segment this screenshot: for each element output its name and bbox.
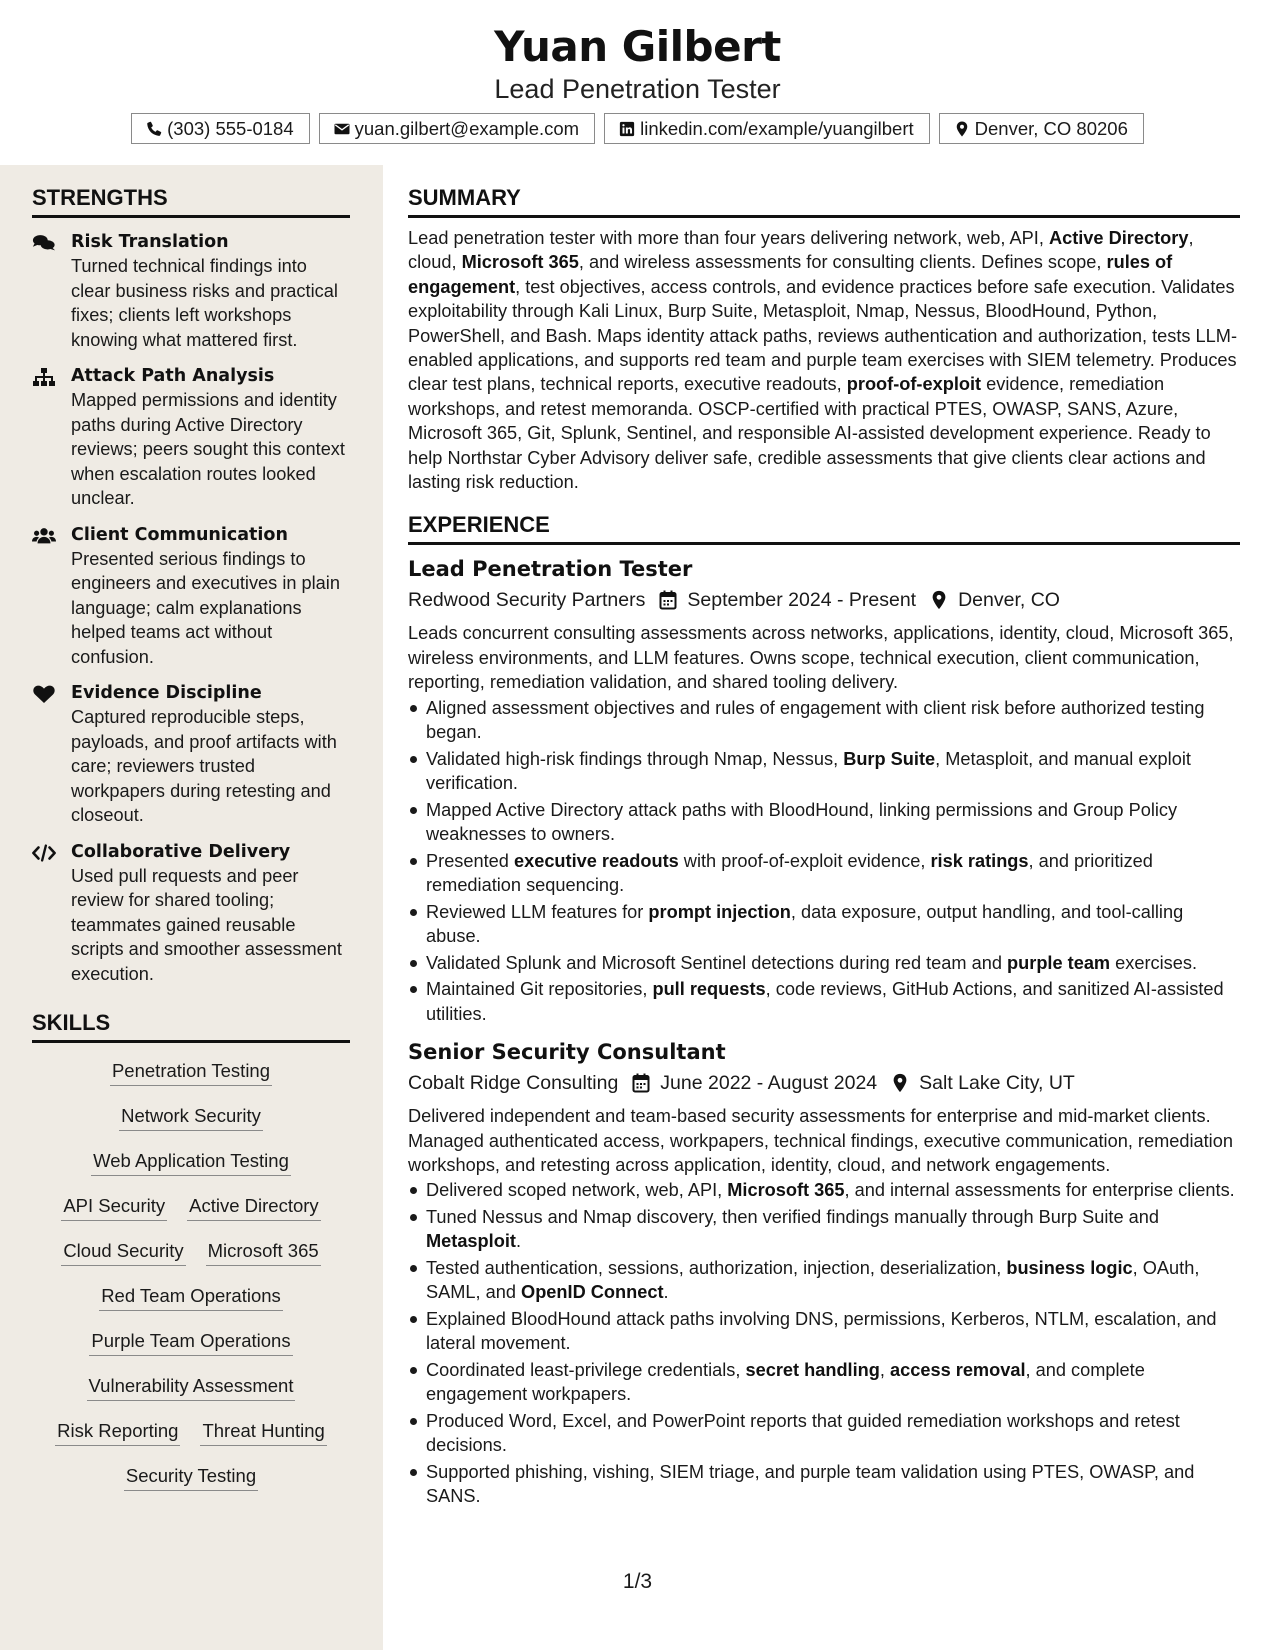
text-run: Produced Word, Excel, and PowerPoint reports that guided remediation workshops and retest decisions. bbox=[426, 1410, 1180, 1456]
skill-row bbox=[32, 1464, 350, 1509]
strengths-heading: STRENGTHS bbox=[32, 185, 350, 218]
skill-tag: Web Application Testing bbox=[91, 1149, 291, 1176]
skill-tag: Purple Team Operations bbox=[89, 1329, 292, 1356]
emphasis-text: risk ratings bbox=[930, 850, 1029, 871]
emphasis-text: pull requests bbox=[652, 979, 766, 1000]
emphasis-text: Active Directory bbox=[1048, 228, 1189, 248]
main-content bbox=[408, 165, 1240, 1511]
job-description: Delivered independent and team-based security assessments for enterprise and mid-market clients. Managed authenticated access, workpapers, technical findings, executive communication, remediation workshops, and retesting across application, identity, cloud, and network engagements. bbox=[408, 1106, 1233, 1175]
map-pin-icon bbox=[953, 120, 971, 138]
phone-icon bbox=[145, 120, 163, 138]
emphasis-text: business logic bbox=[1006, 1257, 1133, 1278]
summary-text bbox=[408, 226, 1240, 494]
skill-row bbox=[32, 1374, 350, 1419]
strength-desc: Mapped permissions and identity paths during Active Directory reviews; peers sought this context when escalation routes looked unclear. bbox=[71, 390, 345, 508]
text-run: Reviewed LLM features for bbox=[426, 901, 649, 922]
candidate-name: Yuan Gilbert bbox=[494, 22, 781, 71]
text-run: Mapped Active Directory attack paths with BloodHound, linking permissions and Group Policy weaknesses to owners. bbox=[426, 799, 1178, 845]
job-bullets bbox=[408, 1178, 1240, 1508]
emphasis-text: executive readouts bbox=[513, 850, 679, 871]
emphasis-text: prompt injection bbox=[648, 901, 791, 922]
skill-tag: Network Security bbox=[119, 1104, 263, 1131]
skill-row bbox=[32, 1194, 350, 1239]
bullet-item bbox=[408, 1307, 1240, 1356]
bullet-item bbox=[408, 1409, 1240, 1458]
text-run: , Metasploit, and manual exploit verification. bbox=[426, 748, 1191, 794]
emphasis-text: OpenID Connect bbox=[521, 1282, 664, 1303]
job-company: Cobalt Ridge Consulting bbox=[408, 1072, 619, 1095]
strength-item bbox=[32, 364, 350, 511]
text-run: Validated Splunk and Microsoft Sentinel detections during red team and bbox=[426, 952, 1008, 973]
envelope-icon bbox=[333, 120, 351, 138]
bullet-item bbox=[408, 900, 1240, 949]
bullet-item bbox=[408, 798, 1240, 847]
calendar-icon bbox=[632, 1073, 650, 1093]
contact-location[interactable] bbox=[939, 113, 1144, 144]
emphasis-text: purple team bbox=[1007, 952, 1111, 973]
strength-item bbox=[32, 681, 350, 828]
job-entry bbox=[408, 555, 1240, 1026]
skill-row bbox=[32, 1239, 350, 1284]
summary-heading: SUMMARY bbox=[408, 185, 1240, 218]
text-run: Presented bbox=[426, 850, 514, 871]
text-run: Maintained Git repositories, bbox=[426, 979, 653, 1000]
code-icon bbox=[32, 843, 56, 863]
emphasis-text: proof-of-exploit bbox=[846, 374, 982, 395]
skill-tag: Risk Reporting bbox=[55, 1419, 180, 1446]
heart-icon bbox=[32, 684, 56, 704]
emphasis-text: Burp Suite bbox=[843, 748, 936, 769]
text-run: . bbox=[515, 1231, 521, 1252]
strength-desc: Used pull requests and peer review for shared tooling; teammates gained reusable scripts and smoother assessment execution. bbox=[71, 865, 342, 984]
text-run: , cloud, bbox=[408, 228, 1194, 273]
skill-row bbox=[32, 1284, 350, 1329]
strength-title: Attack Path Analysis bbox=[71, 366, 275, 386]
job-location: Denver, CO bbox=[958, 589, 1060, 612]
contact-email[interactable] bbox=[319, 113, 595, 144]
text-run: , code reviews, GitHub Actions, and sanitized AI-assisted utilities. bbox=[426, 979, 1224, 1024]
skill-row bbox=[32, 1419, 350, 1464]
skill-row bbox=[32, 1059, 350, 1104]
bullet-item bbox=[408, 849, 1240, 898]
sitemap-icon bbox=[32, 367, 56, 387]
contact-linkedin-text: linkedin.com/example/yuangilbert bbox=[640, 117, 914, 139]
contact-bar bbox=[0, 113, 1275, 144]
text-run: , and internal assessments for enterprise clients. bbox=[844, 1180, 1235, 1201]
skill-row bbox=[32, 1329, 350, 1374]
contact-location-text: Denver, CO 80206 bbox=[974, 117, 1128, 139]
job-meta bbox=[408, 586, 1240, 614]
strength-item bbox=[32, 840, 350, 987]
experience-heading: EXPERIENCE bbox=[408, 512, 1240, 545]
contact-email-text: yuan.gilbert@example.com bbox=[354, 117, 580, 139]
emphasis-text: secret handling bbox=[745, 1359, 880, 1380]
job-dates: September 2024 - Present bbox=[687, 589, 917, 612]
job-description: Leads concurrent consulting assessments across networks, applications, identity, cloud, Microsoft 365, wireless environments, and LLM features. Owns scope, technical execution, client communication, reporting, remediation validation, and shared tooling delivery. bbox=[408, 623, 1234, 693]
strength-title: Risk Translation bbox=[71, 232, 229, 252]
page-number: 1/3 bbox=[622, 1570, 653, 1593]
text-run: exercises. bbox=[1110, 952, 1198, 973]
skill-tag: Active Directory bbox=[187, 1194, 321, 1221]
contact-phone-text: (303) 555-0184 bbox=[167, 117, 294, 139]
strength-desc: Turned technical findings into clear business risks and practical fixes; clients left workshops knowing what mattered first. bbox=[71, 256, 338, 350]
map-pin-icon bbox=[930, 590, 948, 610]
bullet-item bbox=[408, 1178, 1240, 1202]
text-run: Explained BloodHound attack paths involving DNS, permissions, Kerberos, NTLM, escalation, and lateral movement. bbox=[426, 1308, 1217, 1354]
linkedin-icon bbox=[618, 120, 636, 138]
bullet-item bbox=[408, 747, 1240, 796]
skill-tag: Penetration Testing bbox=[110, 1059, 272, 1086]
text-run: Lead penetration tester with more than four years delivering network, web, API, bbox=[408, 228, 1049, 248]
bullet-item bbox=[408, 977, 1240, 1026]
bullet-item bbox=[408, 1256, 1240, 1305]
strength-title: Client Communication bbox=[71, 524, 288, 545]
strength-item bbox=[32, 230, 350, 352]
text-run: . bbox=[663, 1282, 669, 1303]
users-icon bbox=[32, 526, 56, 546]
bullet-item bbox=[408, 1358, 1240, 1407]
strength-desc: Presented serious findings to engineers and executives in plain language; calm explanations helped teams act without confusion. bbox=[71, 548, 340, 667]
bullet-item bbox=[408, 951, 1240, 975]
job-entry bbox=[408, 1038, 1240, 1509]
strength-title: Collaborative Delivery bbox=[71, 841, 291, 862]
contact-phone[interactable] bbox=[131, 113, 310, 144]
skills-list bbox=[32, 1059, 350, 1509]
skills-heading: SKILLS bbox=[32, 1010, 350, 1043]
emphasis-text: rules of engagement bbox=[408, 252, 1173, 297]
text-run: Delivered scoped network, web, API, bbox=[426, 1180, 728, 1201]
text-run: with proof-of-exploit evidence, bbox=[678, 850, 931, 871]
sidebar bbox=[0, 165, 383, 1650]
text-run: evidence, remediation workshops, and retest memoranda. OSCP-certified with practical PTES, OWASP, SANS, Azure, Microsoft 365, Git, Splunk, Sentinel, and responsible AI-assisted development experience. Ready to help Northstar Cyber Advisory deliver safe, credible assessments that give clients clear actions and lasting risk reduction. bbox=[408, 374, 1211, 493]
job-company: Redwood Security Partners bbox=[408, 589, 646, 612]
bullet-item bbox=[408, 1205, 1240, 1254]
text-run: Supported phishing, vishing, SIEM triage, and purple team validation using PTES, OWASP, and SANS. bbox=[426, 1461, 1195, 1507]
bullet-item bbox=[408, 1460, 1240, 1509]
job-bullets bbox=[408, 696, 1240, 1026]
text-run: , and prioritized remediation sequencing. bbox=[426, 850, 1153, 896]
text-run: Validated high-risk findings through Nmap, Nessus, bbox=[426, 748, 844, 769]
job-location: Salt Lake City, UT bbox=[919, 1072, 1075, 1095]
skill-row bbox=[32, 1149, 350, 1194]
emphasis-text: access removal bbox=[890, 1359, 1026, 1380]
text-run: Tested authentication, sessions, authorization, injection, deserialization, bbox=[426, 1257, 1007, 1278]
strength-item bbox=[32, 523, 350, 670]
job-dates: June 2022 - August 2024 bbox=[660, 1072, 878, 1095]
skill-row bbox=[32, 1104, 350, 1149]
job-meta bbox=[408, 1069, 1240, 1097]
emphasis-text: Microsoft 365 bbox=[727, 1180, 845, 1201]
resume-header bbox=[0, 0, 1275, 160]
map-pin-icon bbox=[891, 1073, 909, 1093]
text-run: , data exposure, output handling, and tool-calling abuse. bbox=[426, 901, 1184, 947]
strength-title: Evidence Discipline bbox=[71, 683, 262, 703]
text-run: , and complete engagement workpapers. bbox=[426, 1359, 1145, 1405]
skill-tag: API Security bbox=[61, 1194, 167, 1221]
comments-icon bbox=[32, 233, 56, 253]
contact-linkedin[interactable] bbox=[604, 113, 930, 144]
text-run: , OAuth, SAML, and bbox=[426, 1257, 1200, 1303]
text-run: , and wireless assessments for consulting clients. Defines scope, bbox=[578, 252, 1107, 273]
job-title: Lead Penetration Tester bbox=[408, 557, 693, 582]
text-run: Aligned assessment objectives and rules of engagement with client risk before authorized testing began. bbox=[426, 697, 1205, 743]
skill-tag: Red Team Operations bbox=[99, 1284, 283, 1311]
text-run: , test objectives, access controls, and evidence practices before safe execution. Validates exploitability through Kali Linux, Burp Suite, Metasploit, Nmap, Nessus, BloodHound, Python, PowerShell, and Bash. Maps identity attack paths, reviews authentication and authorization, tests LLM-enabled applications, and supports red team and purple team exercises with SIEM telemetry. Produces clear test plans, technical reports, executive readouts, bbox=[408, 276, 1237, 395]
skill-tag: Microsoft 365 bbox=[206, 1239, 321, 1266]
text-run: Tuned Nessus and Nmap discovery, then verified findings manually through Burp Suite and bbox=[426, 1206, 1159, 1227]
text-run: Coordinated least-privilege credentials, bbox=[426, 1359, 746, 1380]
skill-tag: Vulnerability Assessment bbox=[87, 1374, 296, 1401]
emphasis-text: Metasploit bbox=[426, 1231, 516, 1252]
skill-tag: Threat Hunting bbox=[200, 1419, 326, 1446]
skill-tag: Cloud Security bbox=[61, 1239, 185, 1266]
job-title: Senior Security Consultant bbox=[408, 1040, 726, 1065]
calendar-icon bbox=[659, 590, 677, 610]
text-run: , bbox=[879, 1359, 890, 1380]
bullet-item bbox=[408, 696, 1240, 745]
emphasis-text: Microsoft 365 bbox=[461, 252, 579, 273]
candidate-title: Lead Penetration Tester bbox=[494, 74, 781, 104]
strength-desc: Captured reproducible steps, payloads, and proof artifacts with care; reviewers trusted workpapers during retesting and closeout. bbox=[71, 707, 337, 825]
skill-tag: Security Testing bbox=[124, 1464, 258, 1491]
